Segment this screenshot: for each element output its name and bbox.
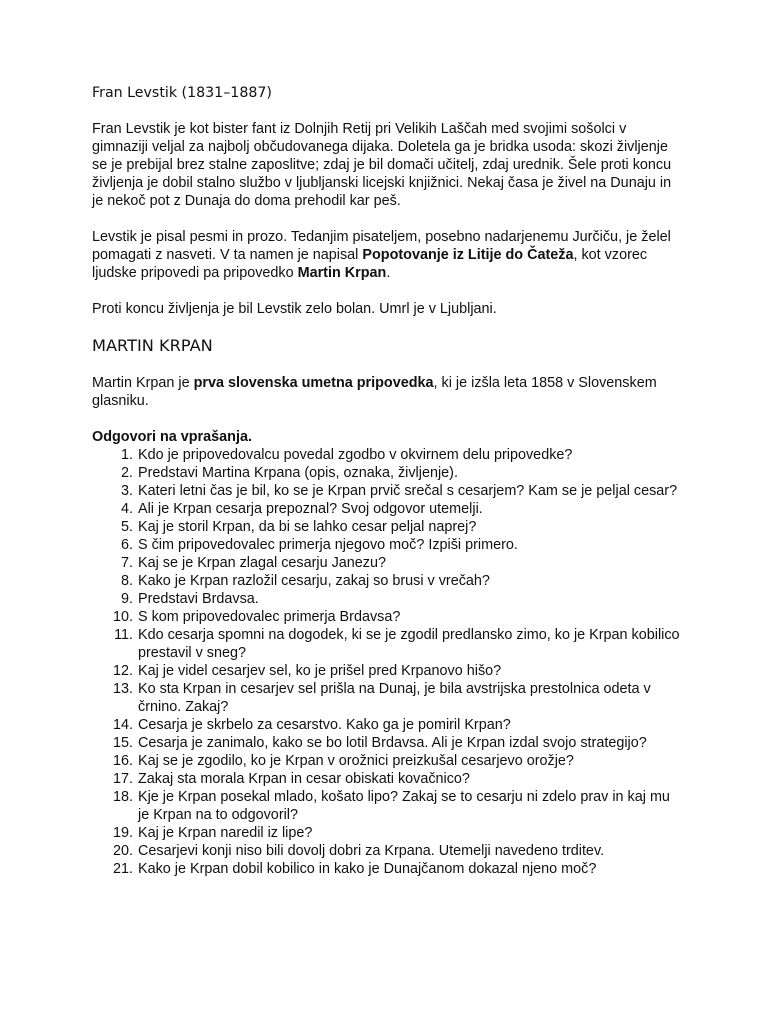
list-item-text: S kom pripovedovalec primerja Brdavsa?: [138, 609, 401, 625]
intro-paragraph: [92, 374, 682, 410]
works-text-2: , kot vzorec ljudske pripovedi pa pripovedko: [92, 247, 648, 281]
works-text-1: Levstik je pisal pesmi in prozo. Tedanjim pisateljem, posebno nadarjenemu Jurčiču, je želel pomagati z nasveti. V ta namen je napisal: [92, 229, 671, 263]
list-item-text: Cesarja je skrbelo za cesarstvo. Kako ga je pomiril Krpan?: [138, 717, 511, 733]
list-item-text: Ali je Krpan cesarja prepoznal? Svoj odgovor utemelji.: [138, 501, 483, 517]
list-item: [92, 842, 682, 860]
author-title: Fran Levstik (1831–1887): [92, 85, 272, 101]
document-body: [92, 84, 682, 878]
list-item-number: 12.: [112, 663, 133, 679]
list-item-text: Predstavi Martina Krpana (opis, oznaka, življenje).: [138, 465, 458, 481]
list-item: [92, 716, 682, 734]
list-item-number: 6.: [120, 537, 133, 553]
works-title-popotovanje: Popotovanje iz Litije do Čateža: [362, 247, 574, 263]
list-item-text: Kako je Krpan razložil cesarju, zakaj so brusi v vrečah?: [138, 573, 490, 589]
list-item-number: 5.: [120, 519, 133, 535]
list-item: [92, 446, 682, 464]
list-item-text: Ko sta Krpan in cesarjev sel prišla na Dunaj, je bila avstrijska prestolnica odeta v črnino. Zakaj?: [138, 681, 651, 715]
list-item-number: 3.: [120, 483, 133, 499]
list-item-text: Kaj je storil Krpan, da bi se lahko cesar peljal naprej?: [138, 519, 477, 535]
list-item: [92, 860, 682, 878]
list-item: [92, 518, 682, 536]
list-item-number: 1.: [120, 447, 133, 463]
list-item: [92, 572, 682, 590]
list-item: [92, 464, 682, 482]
biography-paragraph: Fran Levstik je kot bister fant iz Dolnjih Retij pri Velikih Laščah med svojimi sošolci v gimnaziji veljal za najbolj občudovanega dijaka. Doletela ga je bridka usoda: skozi življenje se je prebijal brez stalne zaposlitve; zdaj je bil domači učitelj, zdaj urednik. Šele proti koncu življenja je dobil stalno službo v ljubljanski licejski knjižnici. Nekaj časa je živel na Dunaju in je nekoč pot z Dunaja do doma prehodil kar peš.: [92, 121, 672, 209]
list-item: [92, 788, 682, 824]
questions-list: [92, 446, 682, 878]
list-item: [92, 680, 682, 716]
list-item-text: Cesarja je zanimalo, kako se bo lotil Brdavsa. Ali je Krpan izdal svojo strategijo?: [138, 735, 647, 751]
list-item-number: 11.: [114, 627, 133, 643]
list-item: [92, 590, 682, 608]
list-item: [92, 554, 682, 572]
list-item-number: 14.: [112, 717, 133, 733]
list-item-text: Kako je Krpan dobil kobilico in kako je Dunajčanom dokazal njeno moč?: [138, 861, 597, 877]
list-item-number: 4.: [120, 501, 133, 517]
list-item-text: Kdo je pripovedovalcu povedal zgodbo v okvirnem delu pripovedke?: [138, 447, 573, 463]
list-item: [92, 536, 682, 554]
list-item-number: 7.: [120, 555, 133, 571]
intro-text-1: Martin Krpan je: [92, 375, 194, 391]
list-item: [92, 500, 682, 518]
works-paragraph: [92, 228, 682, 282]
list-item: [92, 608, 682, 626]
list-item-number: 17.: [112, 771, 133, 787]
works-text-3: .: [386, 265, 391, 281]
list-item-text: Kaj je videl cesarjev sel, ko je prišel pred Krpanovo hišo?: [138, 663, 502, 679]
list-item-text: Predstavi Brdavsa.: [138, 591, 259, 607]
list-item: [92, 734, 682, 752]
list-item-number: 13.: [112, 681, 133, 697]
list-item: [92, 770, 682, 788]
list-item: [92, 752, 682, 770]
list-item-number: 18.: [112, 789, 133, 805]
list-item: [92, 662, 682, 680]
list-item-number: 21.: [112, 861, 133, 877]
list-item-number: 19.: [112, 825, 133, 841]
list-item: [92, 626, 682, 662]
list-item-text: Cesarjevi konji niso bili dovolj dobri za Krpana. Utemelji navedeno trditev.: [138, 843, 605, 859]
list-item-number: 8.: [120, 573, 133, 589]
list-item-text: Kaj se je Krpan zlagal cesarju Janezu?: [138, 555, 386, 571]
death-paragraph: Proti koncu življenja je bil Levstik zelo bolan. Umrl je v Ljubljani.: [92, 301, 497, 317]
section-heading: MARTIN KRPAN: [92, 336, 213, 355]
list-item-text: Kaj se je zgodilo, ko je Krpan v orožnici preizkušal cesarjevo orožje?: [138, 753, 574, 769]
intro-text-2: , ki je izšla leta 1858 v Slovenskem glasniku.: [92, 375, 657, 409]
list-item-number: 16.: [112, 753, 133, 769]
list-item-text: Kdo cesarja spomni na dogodek, ki se je zgodil predlansko zimo, ko je Krpan kobilico prestavil v sneg?: [138, 627, 680, 661]
list-item-number: 10.: [112, 609, 133, 625]
list-item-number: 15.: [112, 735, 133, 751]
list-item: [92, 824, 682, 842]
list-item: [92, 482, 682, 500]
list-item-text: Kaj je Krpan naredil iz lipe?: [138, 825, 313, 841]
intro-bold: prva slovenska umetna pripovedka: [193, 375, 434, 391]
list-item-text: Zakaj sta morala Krpan in cesar obiskati kovačnico?: [138, 771, 470, 787]
list-item-text: Kje je Krpan posekal mlado, košato lipo? Zakaj se to cesarju ni zdelo prav in kaj mu je Krpan na to odgovoril?: [138, 789, 670, 823]
questions-title: Odgovori na vprašanja.: [92, 429, 252, 445]
list-item-number: 20.: [112, 843, 133, 859]
list-item-text: Kateri letni čas je bil, ko se je Krpan prvič srečal s cesarjem? Kam se je peljal cesar?: [138, 483, 678, 499]
list-item-number: 9.: [120, 591, 133, 607]
works-title-martin-krpan: Martin Krpan: [297, 265, 387, 281]
list-item-number: 2.: [120, 465, 133, 481]
list-item-text: S čim pripovedovalec primerja njegovo moč? Izpiši primero.: [138, 537, 518, 553]
